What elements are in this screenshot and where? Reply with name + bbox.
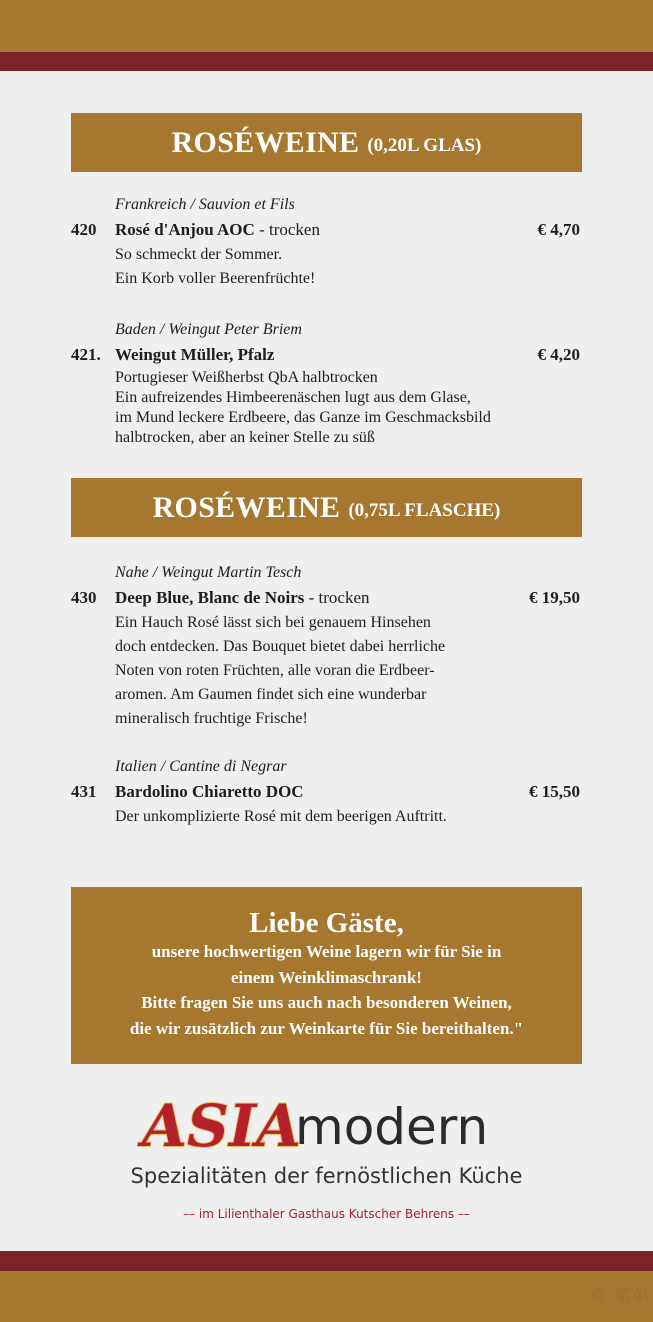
bottom-gold-band — [0, 1271, 653, 1322]
description-line: Portugieser Weißherbst QbA halbtrocken — [115, 369, 378, 386]
wine-name: Deep Blue, Blanc de Noirs — [115, 588, 305, 607]
description-line: mineralisch fruchtige Frische! — [115, 710, 308, 727]
wine-entry-421 — [71, 318, 582, 448]
wine-description — [115, 243, 582, 291]
wine-region: Nahe / Weingut Martin Tesch — [115, 564, 302, 581]
notice-line: Bitte fragen Sie uns auch nach besonderen Weinen, — [141, 993, 512, 1012]
wine-style: - trocken — [304, 588, 370, 607]
notice-line: einem Weinklimaschrank! — [231, 967, 422, 987]
wine-style: - trocken — [254, 220, 320, 239]
section-subtitle: (0,20L GLAS) — [367, 134, 482, 156]
description-line: Der unkomplizierte Rosé mit dem beerigen Auftritt. — [115, 808, 447, 825]
notice-line: die wir zusätzlich zur Weinkarte für Sie bereithalten." — [129, 1018, 524, 1038]
wine-entry-431 — [71, 755, 582, 829]
wine-price: € 4,70 — [537, 220, 580, 239]
description-line: Ein Korb voller Beerenfrüchte! — [115, 270, 316, 287]
description-line: Ein aufreizendes Himbeerenäschen lugt aus dem Glase, — [115, 389, 471, 406]
wine-number: 431 — [71, 782, 97, 801]
wine-number: 430 — [71, 588, 97, 607]
wine-name: Bardolino Chiaretto DOC — [115, 782, 304, 801]
section-header-bottle — [71, 478, 582, 537]
section-subtitle: (0,75L FLASCHE) — [348, 499, 501, 521]
logo-brand-dark: modern — [294, 1098, 488, 1156]
description-line: im Mund leckere Erdbeere, das Ganze im Geschmacksbild — [115, 409, 491, 426]
wine-description — [115, 805, 582, 829]
top-maroon-stripe — [0, 52, 653, 71]
wine-description — [115, 611, 582, 731]
asia-modern-logo — [0, 1092, 653, 1163]
notice-heading: Liebe Gäste, — [249, 907, 404, 939]
description-line: halbtrocken, aber an keiner Stelle zu süß — [115, 429, 375, 446]
logo-tagline: Spezialitäten der fernöstlichen Küche — [130, 1164, 523, 1188]
wine-region: Baden / Weingut Peter Briem — [115, 321, 302, 338]
description-line: doch entdecken. Das Bouquet bietet dabei herrliche — [115, 638, 446, 655]
guest-notice-box — [71, 887, 582, 1064]
watermark: © 菜单 — [589, 1286, 649, 1307]
logo-brand-red: ASIA — [141, 1092, 301, 1158]
logo-subline: –– im Lilienthaler Gasthaus Kutscher Behrens –– — [183, 1207, 470, 1221]
description-line: So schmeckt der Sommer. — [115, 246, 283, 263]
wine-entry-430 — [71, 561, 582, 731]
wine-region: Italien / Cantine di Negrar — [115, 758, 287, 775]
wine-price: € 4,20 — [537, 345, 580, 364]
wine-name: Rosé d'Anjou AOC — [115, 220, 255, 239]
description-line: Noten von roten Früchten, alle voran die Erdbeer- — [115, 662, 435, 679]
section-title: ROSÉWEINE — [152, 490, 341, 524]
section-header-glass — [71, 113, 582, 172]
wine-number: 421. — [71, 345, 101, 364]
wine-region: Frankreich / Sauvion et Fils — [115, 196, 295, 213]
top-gold-band — [0, 0, 653, 52]
description-line: aromen. Am Gaumen findet sich eine wunderbar — [115, 686, 427, 703]
bottom-maroon-stripe — [0, 1251, 653, 1271]
wine-entry-420 — [71, 193, 582, 291]
wine-number: 420 — [71, 220, 97, 239]
wine-price: € 19,50 — [529, 588, 580, 607]
logo-wordmark — [137, 1092, 517, 1158]
section-title: ROSÉWEINE — [171, 125, 360, 159]
notice-line: unsere hochwertigen Weine lagern wir für Sie in — [151, 942, 502, 961]
wine-price: € 15,50 — [529, 782, 580, 801]
wine-description — [115, 368, 582, 448]
description-line: Ein Hauch Rosé lässt sich bei genauem Hinsehen — [115, 614, 431, 631]
wine-name: Weingut Müller, Pfalz — [115, 345, 275, 364]
